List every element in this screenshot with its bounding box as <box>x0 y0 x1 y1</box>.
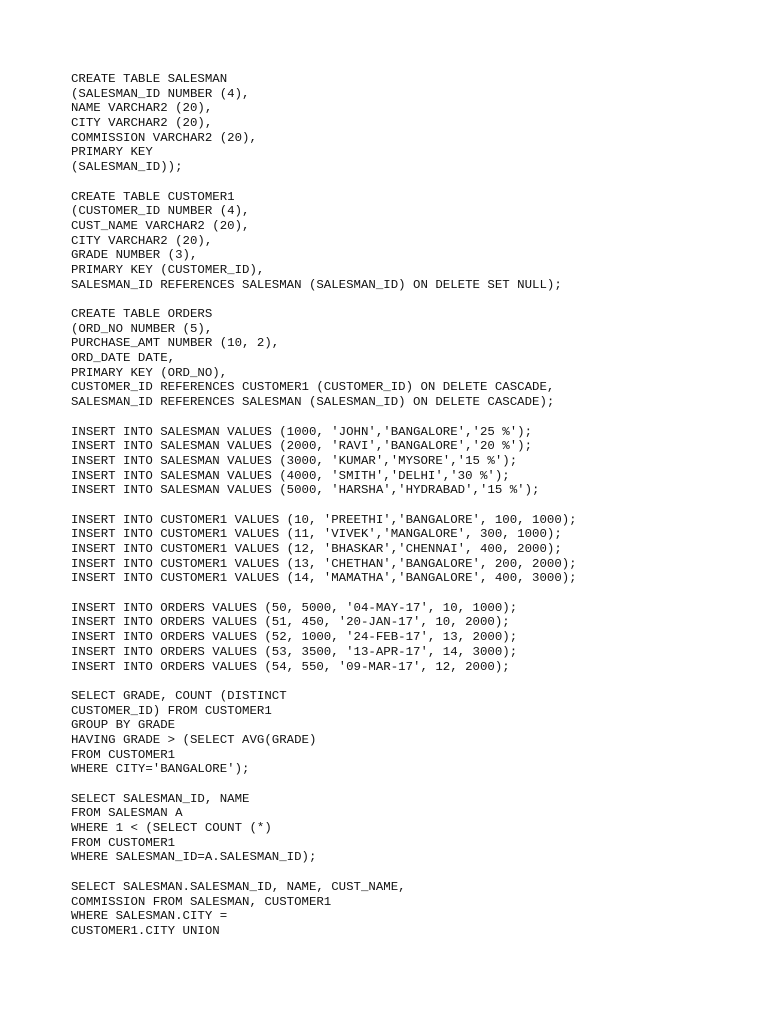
code-line: PURCHASE_AMT NUMBER (10, 2), <box>71 336 280 351</box>
code-line: CREATE TABLE CUSTOMER1 <box>71 189 235 204</box>
code-line: INSERT INTO SALESMAN VALUES (3000, 'KUMAR','MYSORE','15 %'); <box>71 453 518 468</box>
code-line: GROUP BY GRADE <box>71 718 176 733</box>
sql-statement-block <box>71 307 748 410</box>
sql-statement-block <box>71 880 748 939</box>
code-line: CUSTOMER_ID) FROM CUSTOMER1 <box>71 703 272 718</box>
sql-statement-block <box>71 513 748 586</box>
code-line: PRIMARY KEY (ORD_NO), <box>71 365 228 380</box>
code-line: SELECT SALESMAN.SALESMAN_ID, NAME, CUST_NAME, <box>71 879 406 894</box>
code-line: CREATE TABLE SALESMAN <box>71 72 228 86</box>
sql-statement-block <box>71 190 748 293</box>
code-line: INSERT INTO CUSTOMER1 VALUES (10, 'PREETHI','BANGALORE', 100, 1000); <box>71 512 577 527</box>
sql-statement-block <box>71 601 748 674</box>
code-line: INSERT INTO CUSTOMER1 VALUES (11, 'VIVEK','MANGALORE', 300, 1000); <box>71 527 562 542</box>
code-line: WHERE SALESMAN_ID=A.SALESMAN_ID); <box>71 850 317 865</box>
code-line: CITY VARCHAR2 (20), <box>71 233 213 248</box>
code-line: INSERT INTO CUSTOMER1 VALUES (12, 'BHASKAR','CHENNAI', 400, 2000); <box>71 542 562 556</box>
code-line: (CUSTOMER_ID NUMBER (4), <box>71 204 250 219</box>
code-line: (ORD_NO NUMBER (5), <box>71 321 213 336</box>
code-line: CUSTOMER_ID REFERENCES CUSTOMER1 (CUSTOMER_ID) ON DELETE CASCADE, <box>71 380 555 395</box>
code-line: PRIMARY KEY <box>71 145 153 160</box>
code-line: HAVING GRADE > (SELECT AVG(GRADE) <box>71 732 317 747</box>
code-line: WHERE 1 < (SELECT COUNT (*) <box>71 821 272 836</box>
code-line: COMMISSION FROM SALESMAN, CUSTOMER1 <box>71 894 332 909</box>
sql-statement-block <box>71 425 748 498</box>
code-line: INSERT INTO SALESMAN VALUES (2000, 'RAVI','BANGALORE','20 %'); <box>71 439 533 454</box>
code-line: WHERE CITY='BANGALORE'); <box>71 762 250 777</box>
code-line: COMMISSION VARCHAR2 (20), <box>71 130 257 145</box>
code-line: ORD_DATE DATE, <box>71 351 176 366</box>
code-line: INSERT INTO ORDERS VALUES (54, 550, '09-MAR-17', 12, 2000); <box>71 659 510 674</box>
code-line: SALESMAN_ID REFERENCES SALESMAN (SALESMAN_ID) ON DELETE SET NULL); <box>71 277 562 292</box>
code-line: WHERE SALESMAN.CITY = <box>71 909 228 924</box>
code-line: INSERT INTO ORDERS VALUES (51, 450, '20-JAN-17', 10, 2000); <box>71 615 510 630</box>
sql-statement-block <box>71 72 748 175</box>
code-line: FROM SALESMAN A <box>71 806 183 821</box>
code-line: (SALESMAN_ID NUMBER (4), <box>71 86 250 101</box>
code-line: CUST_NAME VARCHAR2 (20), <box>71 218 250 233</box>
sql-statement-block <box>71 689 748 777</box>
code-line: PRIMARY KEY (CUSTOMER_ID), <box>71 262 265 277</box>
code-line: SELECT SALESMAN_ID, NAME <box>71 791 250 806</box>
code-line: NAME VARCHAR2 (20), <box>71 101 213 116</box>
code-line: INSERT INTO CUSTOMER1 VALUES (14, 'MAMATHA','BANGALORE', 400, 3000); <box>71 571 577 586</box>
code-line: INSERT INTO SALESMAN VALUES (4000, 'SMITH','DELHI','30 %'); <box>71 468 510 483</box>
code-line: INSERT INTO SALESMAN VALUES (1000, 'JOHN','BANGALORE','25 %'); <box>71 424 533 439</box>
code-line: (SALESMAN_ID)); <box>71 160 183 175</box>
code-line: CITY VARCHAR2 (20), <box>71 116 213 131</box>
code-line: INSERT INTO CUSTOMER1 VALUES (13, 'CHETHAN','BANGALORE', 200, 2000); <box>71 556 577 571</box>
code-line: GRADE NUMBER (3), <box>71 248 198 263</box>
code-line: CREATE TABLE ORDERS <box>71 307 213 321</box>
code-line: FROM CUSTOMER1 <box>71 747 176 762</box>
code-line: INSERT INTO ORDERS VALUES (53, 3500, '13-APR-17', 14, 3000); <box>71 644 518 659</box>
code-line: INSERT INTO SALESMAN VALUES (5000, 'HARSHA','HYDRABAD','15 %'); <box>71 483 540 498</box>
code-line: CUSTOMER1.CITY UNION <box>71 923 220 938</box>
code-line: INSERT INTO ORDERS VALUES (52, 1000, '24-FEB-17', 13, 2000); <box>71 630 518 645</box>
code-line: SELECT GRADE, COUNT (DISTINCT <box>71 688 287 703</box>
code-line: FROM CUSTOMER1 <box>71 835 176 850</box>
document-page <box>71 72 748 953</box>
code-line: SALESMAN_ID REFERENCES SALESMAN (SALESMAN_ID) ON DELETE CASCADE); <box>71 395 555 410</box>
sql-statement-block <box>71 792 748 865</box>
code-line: INSERT INTO ORDERS VALUES (50, 5000, '04-MAY-17', 10, 1000); <box>71 600 518 615</box>
